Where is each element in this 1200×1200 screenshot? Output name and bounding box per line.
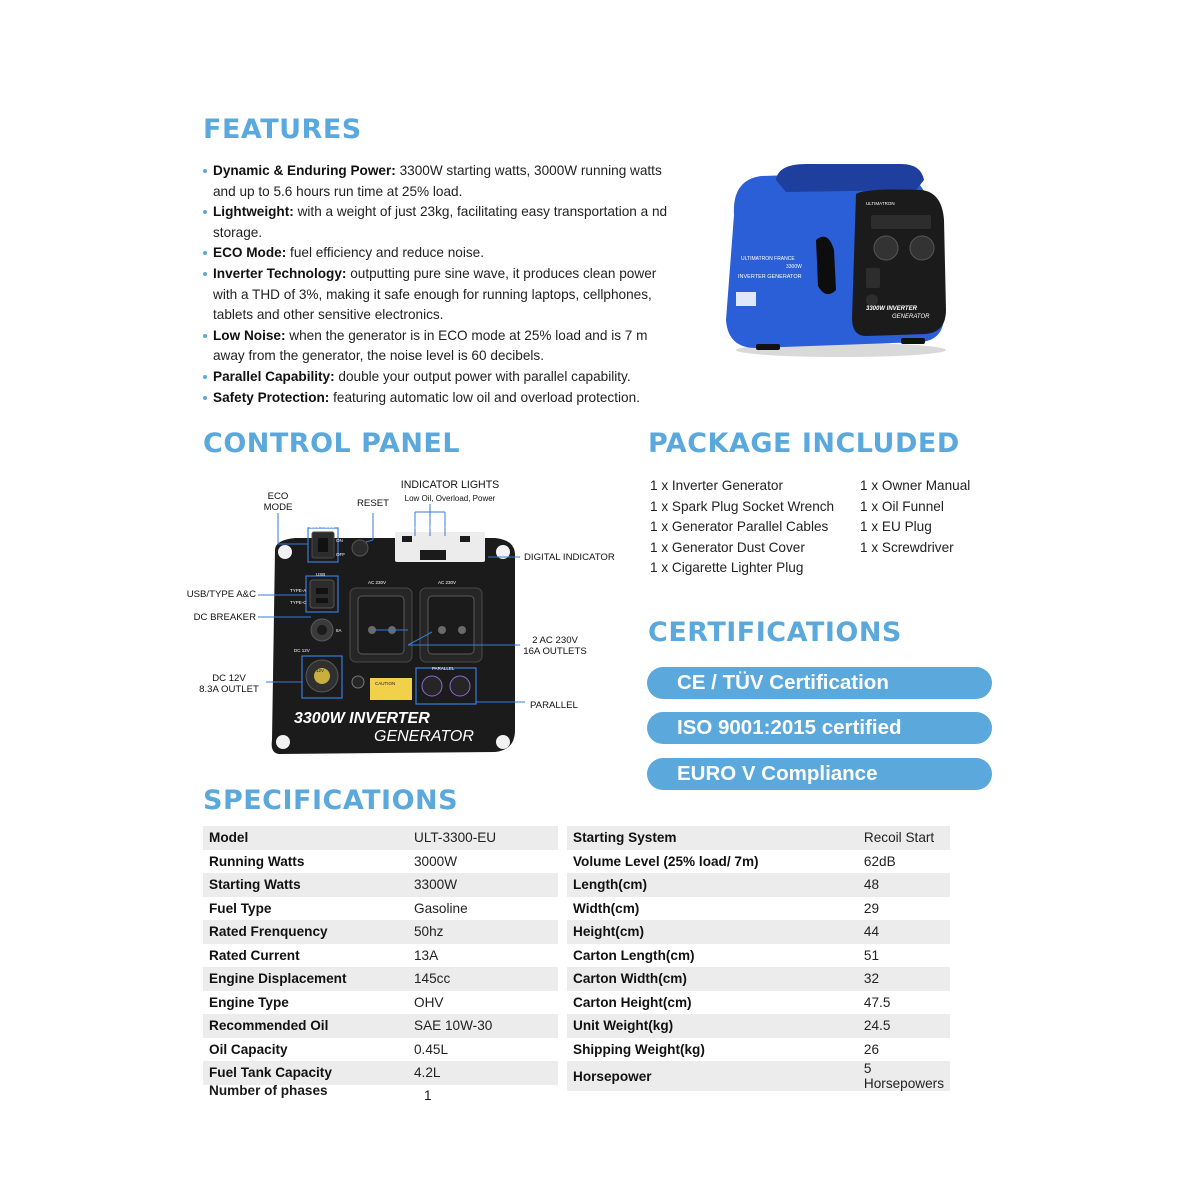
feature-label: ECO Mode: bbox=[213, 245, 287, 261]
feature-item bbox=[203, 243, 673, 264]
spec-table-right bbox=[567, 826, 950, 1091]
label-indicator-sub: Low Oil, Overload, Power bbox=[404, 494, 496, 503]
spec-row bbox=[567, 850, 950, 874]
package-list-col1 bbox=[650, 476, 834, 579]
feature-label: Lightweight: bbox=[213, 204, 294, 220]
spec-row bbox=[567, 920, 950, 944]
feature-item bbox=[203, 367, 673, 388]
spec-value: 4.2L bbox=[408, 1061, 558, 1085]
panel-type-c-text: TYPE-C bbox=[290, 600, 307, 605]
panel-ac2-text: AC 230V bbox=[438, 580, 457, 585]
spec-value: 44 bbox=[858, 920, 950, 944]
label-ac-outlets-1: 2 AC 230V bbox=[532, 635, 578, 646]
spec-row bbox=[203, 967, 558, 991]
spec-value: SAE 10W-30 bbox=[408, 1014, 558, 1038]
label-eco-mode: ECO MODE bbox=[263, 491, 293, 513]
spec-key: Engine Type bbox=[209, 994, 289, 1010]
spec-value: 24.5 bbox=[858, 1014, 950, 1038]
generator-product-image bbox=[716, 160, 956, 360]
front-brand-text: ULTIMATRON bbox=[866, 201, 895, 206]
package-item: 1 x Cigarette Lighter Plug bbox=[650, 560, 804, 576]
spec-row bbox=[203, 897, 558, 921]
label-dc12-2: 8.3A OUTLET bbox=[199, 684, 259, 695]
panel-model-line1: 3300W INVERTER bbox=[294, 710, 430, 727]
side-model-text: INVERTER GENERATOR bbox=[738, 274, 802, 280]
panel-on-text: ON bbox=[336, 538, 343, 543]
spec-value: 3000W bbox=[414, 853, 458, 869]
panel-caution-text: CAUTION bbox=[375, 681, 396, 686]
spec-value: 50hz bbox=[408, 920, 558, 944]
panel-breaker-amp-text: 8A bbox=[336, 628, 342, 633]
panel-model-line2: GENERATOR bbox=[374, 728, 474, 745]
spec-key: Engine Displacement bbox=[203, 967, 408, 991]
spec-value: 47.5 bbox=[863, 994, 891, 1010]
label-reset: RESET bbox=[357, 498, 389, 509]
spec-key: Recommended Oil bbox=[203, 1014, 408, 1038]
label-dc12-1: DC 12V bbox=[212, 673, 246, 684]
front-model-line1: 3300W INVERTER bbox=[866, 306, 917, 312]
feature-label: Safety Protection: bbox=[213, 389, 330, 405]
spec-value: OHV bbox=[414, 994, 444, 1010]
spec-key: Fuel Type bbox=[209, 900, 272, 916]
feature-text: featuring automatic low oil and overload protection. bbox=[329, 389, 640, 405]
feature-item bbox=[203, 202, 673, 243]
spec-value: 13A bbox=[414, 947, 439, 963]
spec-key: Carton Length(cm) bbox=[573, 947, 695, 963]
label-digital-indicator: DIGITAL INDICATOR bbox=[524, 552, 615, 563]
spec-row bbox=[567, 897, 950, 921]
spec-row bbox=[567, 991, 950, 1015]
feature-text: with a weight of just 23kg, facilitating easy transportation a nd storage. bbox=[213, 204, 668, 240]
control-panel-diagram bbox=[170, 470, 630, 770]
side-brand-text: ULTIMATRON FRANCE bbox=[741, 256, 795, 262]
spec-row bbox=[203, 826, 558, 850]
feature-label: Inverter Technology: bbox=[213, 265, 347, 281]
package-item: 1 x Spark Plug Socket Wrench bbox=[650, 498, 835, 514]
spec-key: Volume Level (25% load/ 7m) bbox=[573, 853, 759, 869]
feature-text: outputting pure sine wave, it produces clean power with a THD of 3%, making it safe enough for running laptops, cellphones, tablets and other sensitive electronics. bbox=[213, 265, 657, 323]
package-item: 1 x Screwdriver bbox=[860, 539, 954, 555]
feature-text: 3300W starting watts, 3000W running watts and up to 5.6 hours run time at 25% load. bbox=[213, 163, 662, 199]
spec-value: 62dB bbox=[863, 853, 896, 869]
panel-parallel-text: PARALLEL bbox=[432, 666, 455, 671]
spec-row bbox=[567, 967, 950, 991]
feature-text: double your output power with parallel capability. bbox=[334, 368, 631, 384]
spec-value: 0.45L bbox=[414, 1041, 449, 1057]
spec-row bbox=[567, 944, 950, 968]
spec-row bbox=[203, 1038, 558, 1062]
spec-value: 3300W bbox=[408, 873, 558, 897]
feature-item bbox=[203, 161, 673, 202]
spec-key: Unit Weight(kg) bbox=[567, 1014, 858, 1038]
features-list bbox=[203, 161, 673, 408]
spec-value: 145cc bbox=[408, 967, 558, 991]
spec-value: Gasoline bbox=[414, 900, 468, 916]
spec-key: Rated Current bbox=[209, 947, 300, 963]
feature-item bbox=[203, 326, 673, 367]
spec-key: Oil Capacity bbox=[209, 1041, 288, 1057]
spec-table-left bbox=[203, 826, 558, 1085]
panel-push-reset-text: PUSH TO RESET bbox=[352, 526, 389, 531]
spec-row bbox=[567, 1061, 950, 1091]
panel-eco-text: ECO MODE bbox=[310, 524, 335, 529]
feature-label: Low Noise: bbox=[213, 327, 286, 343]
spec-key: Shipping Weight(kg) bbox=[573, 1041, 705, 1057]
certifications-heading: CERTIFICATIONS bbox=[648, 617, 902, 648]
spec-key: Model bbox=[203, 826, 408, 850]
cert-pill-iso: ISO 9001:2015 certified bbox=[647, 712, 992, 744]
spec-key: Length(cm) bbox=[567, 873, 858, 897]
spec-value: 32 bbox=[858, 967, 950, 991]
spec-key: Carton Height(cm) bbox=[573, 994, 692, 1010]
panel-12v-text: 12V bbox=[316, 668, 325, 673]
package-item: 1 x Generator Dust Cover bbox=[650, 539, 805, 555]
package-list-col2 bbox=[860, 476, 970, 558]
spec-key: Running Watts bbox=[209, 853, 305, 869]
spec-key: Number of phases bbox=[209, 1083, 328, 1098]
spec-value: 5 Horsepowers bbox=[858, 1061, 950, 1091]
panel-ac1-text: AC 230V bbox=[368, 580, 387, 585]
package-item: 1 x Oil Funnel bbox=[860, 498, 944, 514]
spec-key: Height(cm) bbox=[567, 920, 858, 944]
panel-type-a-text: TYPE-A bbox=[290, 588, 307, 593]
label-ac-outlets-2: 16A OUTLETS bbox=[523, 646, 587, 657]
spec-key: Fuel Tank Capacity bbox=[203, 1061, 408, 1085]
spec-key: Starting Watts bbox=[203, 873, 408, 897]
spec-row bbox=[203, 1061, 558, 1085]
package-item: 1 x Owner Manual bbox=[860, 478, 971, 493]
spec-value: Recoil Start bbox=[858, 826, 950, 850]
package-heading: PACKAGE INCLUDED bbox=[648, 428, 960, 459]
spec-row bbox=[203, 1014, 558, 1038]
specifications-heading: SPECIFICATIONS bbox=[203, 785, 459, 816]
feature-item bbox=[203, 388, 673, 409]
panel-digital-center-text: DIGITAL DISPLAY CENTER bbox=[407, 525, 464, 530]
package-item: 1 x Inverter Generator bbox=[650, 478, 783, 493]
cert-pill-ce-tuv: CE / TÜV Certification bbox=[647, 667, 992, 699]
spec-row bbox=[203, 944, 558, 968]
side-watt-text: 3300W bbox=[786, 264, 802, 270]
package-item: 1 x EU Plug bbox=[860, 519, 932, 535]
package-item: 1 x Generator Parallel Cables bbox=[650, 519, 829, 535]
spec-value: ULT-3300-EU bbox=[408, 826, 558, 850]
spec-key: Starting System bbox=[567, 826, 858, 850]
spec-row-extra bbox=[209, 1083, 328, 1098]
feature-item bbox=[203, 264, 673, 326]
label-usb-type: USB/TYPE A&C bbox=[186, 589, 256, 600]
spec-value: 48 bbox=[858, 873, 950, 897]
feature-label: Dynamic & Enduring Power: bbox=[213, 163, 396, 178]
label-parallel: PARALLEL bbox=[530, 700, 578, 711]
panel-usb-text: USB bbox=[316, 572, 326, 577]
spec-row bbox=[203, 991, 558, 1015]
spec-key: Width(cm) bbox=[573, 900, 640, 916]
panel-off-text: OFF bbox=[336, 552, 345, 557]
features-heading: FEATURES bbox=[203, 114, 362, 145]
spec-row bbox=[567, 873, 950, 897]
spec-key: Rated Frenquency bbox=[203, 920, 408, 944]
feature-text: fuel efficiency and reduce noise. bbox=[286, 245, 485, 261]
spec-value-extra: 1 bbox=[424, 1088, 432, 1103]
spec-row bbox=[567, 1014, 950, 1038]
feature-label: Parallel Capability: bbox=[213, 368, 335, 384]
spec-row bbox=[203, 873, 558, 897]
feature-text: when the generator is in ECO mode at 25% load and is 7 m away from the generator, the noise level is 60 decibels. bbox=[213, 327, 648, 364]
cert-pill-euro-v: EURO V Compliance bbox=[647, 758, 992, 790]
spec-key: Horsepower bbox=[567, 1061, 858, 1091]
spec-row bbox=[567, 826, 950, 850]
panel-dc12-text: DC 12V bbox=[294, 648, 310, 653]
spec-row bbox=[567, 1038, 950, 1062]
spec-value: 29 bbox=[863, 900, 880, 916]
control-panel-heading: CONTROL PANEL bbox=[203, 428, 461, 459]
spec-value: 26 bbox=[863, 1041, 880, 1057]
front-model-line2: GENERATOR bbox=[892, 314, 930, 320]
spec-row bbox=[203, 850, 558, 874]
label-indicator-lights: INDICATOR LIGHTS bbox=[400, 479, 500, 491]
spec-key: Carton Width(cm) bbox=[567, 967, 858, 991]
label-dc-breaker: DC BREAKER bbox=[193, 612, 256, 623]
spec-row bbox=[203, 920, 558, 944]
spec-value: 51 bbox=[863, 947, 880, 963]
